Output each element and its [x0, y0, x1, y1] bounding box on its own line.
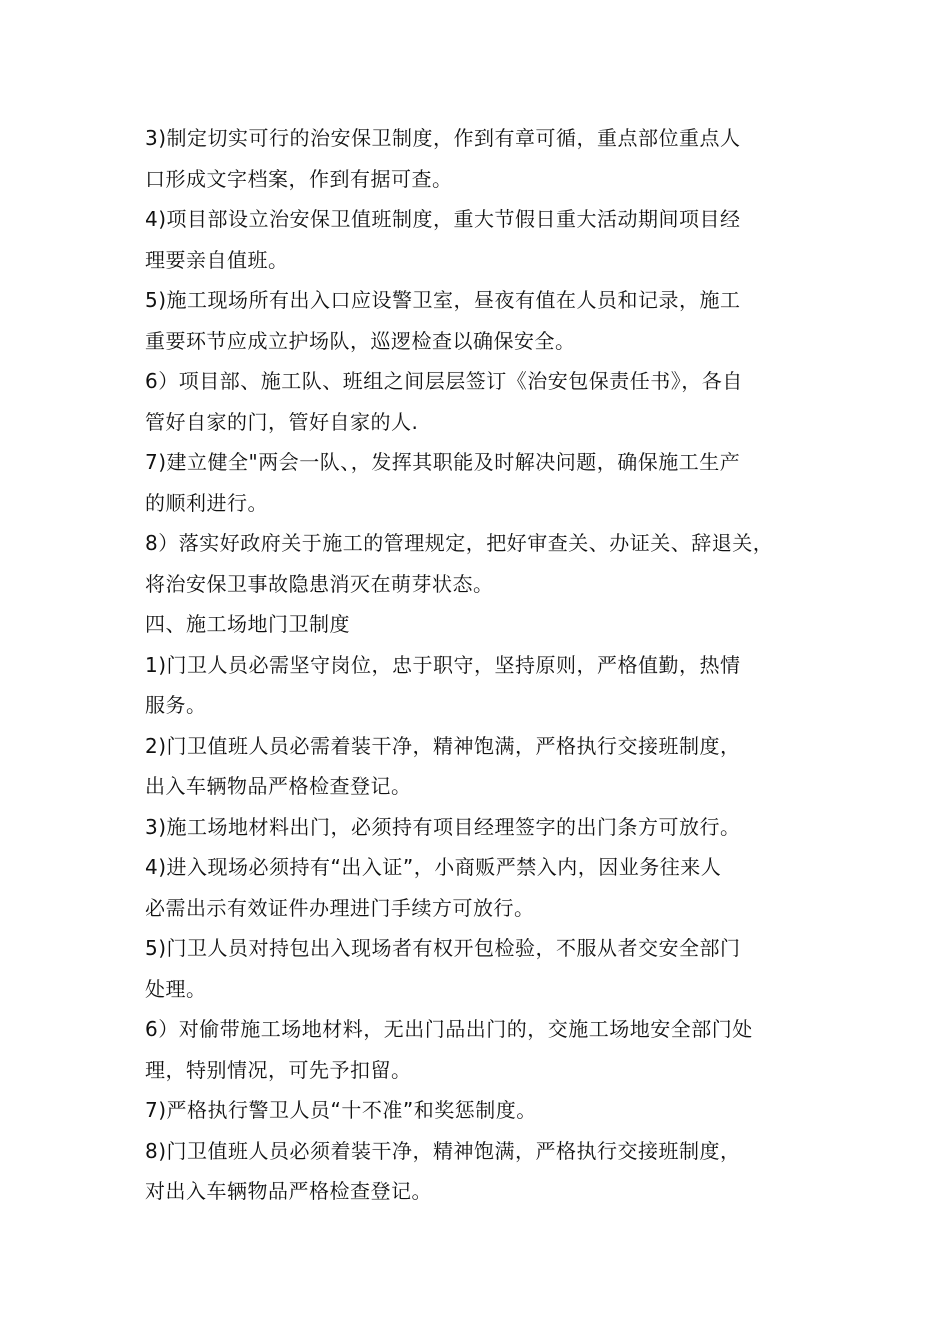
gate-rule-8 [145, 1131, 825, 1212]
gate-rule-6 [145, 1009, 825, 1090]
text-line: 6）对偷带施工场地材料，无出门品出门的，交施工场地安全部门处 [145, 1017, 753, 1041]
document-body [145, 118, 825, 1212]
paragraph-3-security-rules [145, 118, 825, 199]
text-line: 理，特别情况，可先予扣留。 [145, 1057, 412, 1082]
text-line: 3)施工场地材料出门，必须持有项目经理签字的出门条方可放行。 [145, 814, 741, 839]
paragraph-5-guard-room [145, 280, 825, 361]
text-line: 的顺利进行。 [145, 490, 268, 515]
gate-rule-1 [145, 645, 825, 726]
text-line: 4)进入现场必须持有“出入证”，小商贩严禁入内，因业务往来人 [145, 855, 722, 879]
paragraph-6-responsibility [145, 361, 825, 442]
text-line: 5)施工现场所有出入口应设警卫室，昼夜有值在人员和记录，施工 [145, 288, 741, 312]
text-line: 6）项目部、施工队、班组之间层层签订《治安包保责任书》，各自 [145, 369, 743, 393]
text-line: 理要亲自值班。 [145, 247, 289, 272]
gate-rule-2 [145, 726, 825, 807]
text-line: 处理。 [145, 976, 207, 1001]
text-line: 1)门卫人员必需坚守岗位，忠于职守，坚持原则，严格值勤，热情 [145, 652, 741, 677]
gate-rule-5 [145, 928, 825, 1009]
text-line: 8)门卫值班人员必须着装干净，精神饱满，严格执行交接班制度， [145, 1138, 741, 1163]
paragraph-8-regulations [145, 523, 825, 604]
gate-rule-4 [145, 847, 825, 928]
paragraph-7-committee [145, 442, 825, 523]
text-line: 对出入车辆物品严格检查登记。 [145, 1179, 432, 1203]
text-line: 2)门卫值班人员必需着装干净，精神饱满，严格执行交接班制度， [145, 733, 741, 758]
text-line: 重要环节应成立护场队，巡逻检查以确保安全。 [145, 328, 576, 353]
text-line: 必需出示有效证件办理进门手续方可放行。 [145, 895, 535, 920]
text-line: 4)项目部设立治安保卫值班制度，重大节假日重大活动期间项目经 [145, 207, 741, 231]
text-line: 7)建立健全"两会一队、，发挥其职能及时解决问题，确保施工生产 [145, 450, 741, 474]
gate-rule-7 [145, 1090, 825, 1131]
text-line: 8）落实好政府关于施工的管理规定，把好审查关、办证关、辞退关， [145, 531, 774, 555]
paragraph-4-duty-system [145, 199, 825, 280]
gate-rule-3 [145, 807, 825, 848]
text-line: 5)门卫人员对持包出入现场者有权开包检验，不服从者交安全部门 [145, 936, 741, 960]
text-line: 3)制定切实可行的治安保卫制度，作到有章可循，重点部位重点人 [145, 126, 741, 150]
text-line: 出入车辆物品严格检查登记。 [145, 774, 412, 798]
text-line: 7)严格执行警卫人员“十不准”和奖惩制度。 [145, 1098, 537, 1122]
section-heading [145, 604, 825, 645]
text-line: 管好自家的门，管好自家的人. [145, 409, 419, 434]
text-line: 将治安保卫事故隐患消灭在萌芽状态。 [145, 571, 494, 596]
section-heading-text: 四、施工场地门卫制度 [145, 612, 350, 636]
text-line: 服务。 [145, 693, 207, 717]
text-line: 口形成文字档案，作到有据可查。 [145, 166, 453, 191]
